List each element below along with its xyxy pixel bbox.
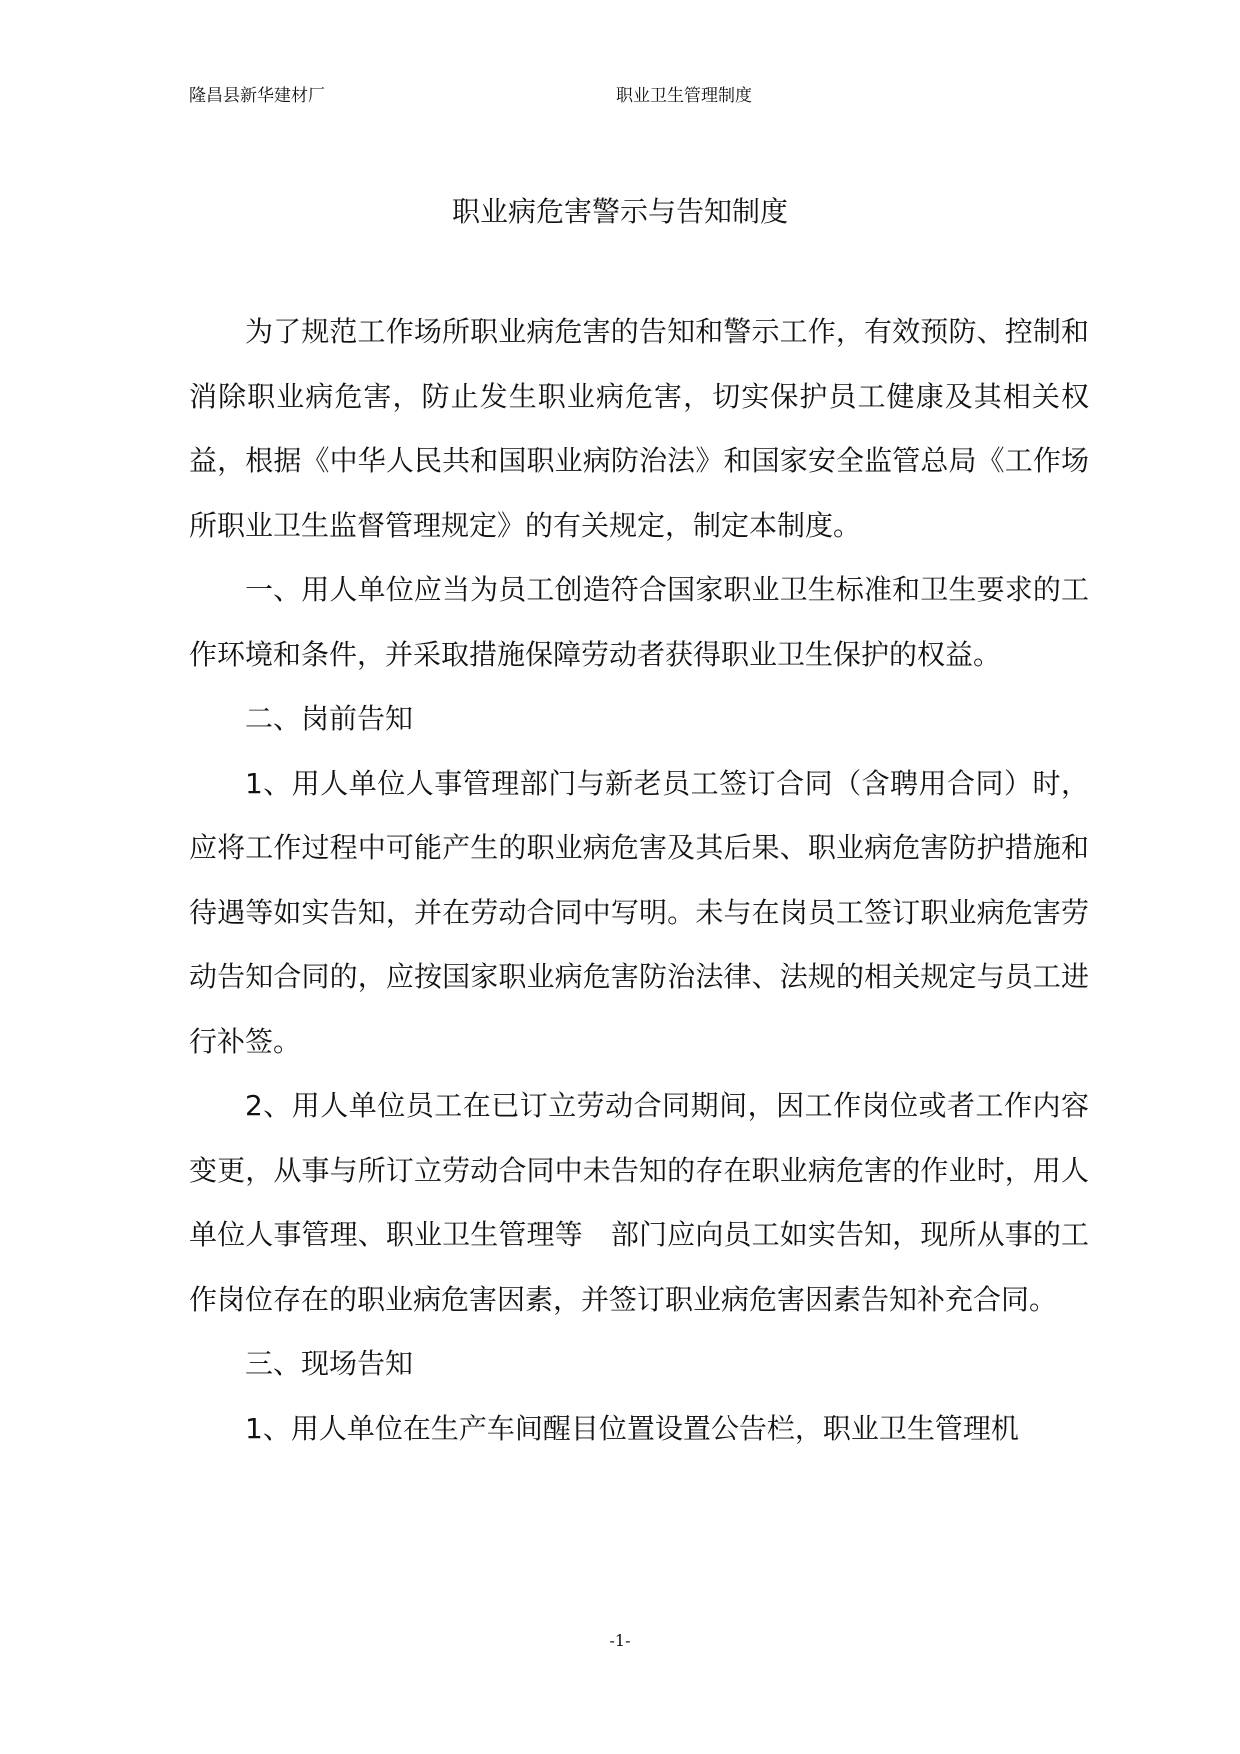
document-body [189,300,1089,1461]
header-doc-category: 职业卫生管理制度 [616,86,752,106]
header-company: 隆昌县新华建材厂 [189,86,325,106]
heading-section-2: 二、岗前告知 [245,702,414,735]
paragraph-section-1: 一、用人单位应当为员工创造符合国家职业卫生标准和卫生要求的工作环境和条件，并采取措施保障劳动者获得职业卫生保护的权益。 [189,573,1089,671]
paragraph-section-2-item-1: 1、用人单位人事管理部门与新老员工签订合同（含聘用合同）时，应将工作过程中可能产生的职业病危害及其后果、职业病危害防护措施和待遇等如实告知，并在劳动合同中写明。未与在岗员工签订职业病危害劳动告知合同的，应按国家职业病危害防治法律、法规的相关规定与员工进行补签。 [189,766,1089,1058]
document-title: 职业病危害警示与告知制度 [451,195,788,228]
paragraph-section-2-item-2: 2、用人单位员工在已订立劳动合同期间，因工作岗位或者工作内容变更，从事与所订立劳动合同中未告知的存在职业病危害的作业时，用人单位人事管理、职业卫生管理等 部门应向员工如实告知，现所从事的工作岗位存在的职业病危害因素，并签订职业病危害因素告知补充合同。 [189,1089,1089,1316]
heading-section-3: 三、现场告知 [245,1347,414,1380]
page-number: -1- [609,1631,631,1650]
paragraph-section-3-item-1: 1、用人单位在生产车间醒目位置设置公告栏，职业卫生管理机 [245,1411,1019,1445]
paragraph-intro: 为了规范工作场所职业病危害的告知和警示工作，有效预防、控制和消除职业病危害，防止发生职业病危害，切实保护员工健康及其相关权益，根据《中华人民共和国职业病防治法》和国家安全监管总局《工作场所职业卫生监督管理规定》的有关规定，制定本制度。 [189,315,1089,542]
